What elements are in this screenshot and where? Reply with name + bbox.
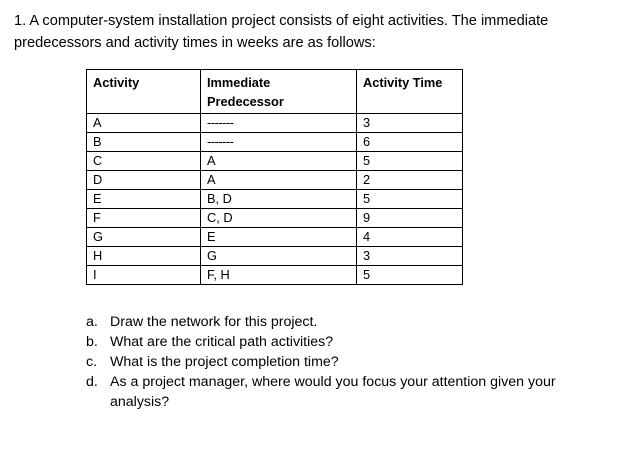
cell-time: 5 [357, 190, 463, 209]
activity-table [86, 69, 463, 285]
cell-activity: E [87, 190, 201, 209]
question-text: What are the critical path activities? [110, 334, 334, 350]
intro-line-1: 1. A computer-system installation project consists of eight activities. The immediate [14, 13, 549, 29]
question-item [86, 352, 606, 372]
question-text: Draw the network for this project. [110, 314, 318, 330]
cell-time: 3 [357, 114, 463, 133]
table-row [87, 152, 463, 171]
header-immediate-predecessor [201, 70, 357, 114]
question-letter: b. [86, 334, 98, 350]
cell-predecessor: ------- [201, 133, 357, 152]
table-row [87, 266, 463, 285]
intro-line-2: predecessors and activity times in weeks are as follows: [14, 35, 376, 51]
cell-time: 9 [357, 209, 463, 228]
cell-activity: B [87, 133, 201, 152]
cell-predecessor: E [201, 228, 357, 247]
cell-time: 5 [357, 152, 463, 171]
cell-activity: G [87, 228, 201, 247]
table-row [87, 209, 463, 228]
table-header-row [87, 70, 463, 114]
question-letter: a. [86, 314, 98, 330]
cell-time: 3 [357, 247, 463, 266]
question-text: What is the project completion time? [110, 354, 339, 370]
header-predecessor-line-1: Immediate [207, 75, 271, 90]
question-item [86, 372, 606, 412]
cell-activity: F [87, 209, 201, 228]
cell-predecessor: G [201, 247, 357, 266]
table-row [87, 247, 463, 266]
question-item [86, 332, 606, 352]
header-predecessor-line-2: Predecessor [207, 94, 284, 109]
cell-predecessor: B, D [201, 190, 357, 209]
table-row [87, 171, 463, 190]
cell-time: 2 [357, 171, 463, 190]
table-row [87, 114, 463, 133]
question-letter: c. [86, 354, 98, 370]
table-row [87, 190, 463, 209]
table-row [87, 228, 463, 247]
cell-predecessor: ------- [201, 114, 357, 133]
problem-intro [14, 10, 614, 54]
cell-predecessor: F, H [201, 266, 357, 285]
header-activity: Activity [87, 70, 201, 114]
cell-activity: A [87, 114, 201, 133]
cell-time: 4 [357, 228, 463, 247]
cell-predecessor: A [201, 152, 357, 171]
cell-time: 6 [357, 133, 463, 152]
cell-time: 5 [357, 266, 463, 285]
question-letter: d. [86, 374, 98, 390]
cell-predecessor: C, D [201, 209, 357, 228]
question-list [86, 312, 606, 412]
cell-activity: D [87, 171, 201, 190]
cell-activity: I [87, 266, 201, 285]
table-row [87, 133, 463, 152]
cell-predecessor: A [201, 171, 357, 190]
question-item [86, 312, 606, 332]
header-activity-time: Activity Time [357, 70, 463, 114]
question-text: As a project manager, where would you focus your attention given your analysis? [110, 374, 556, 410]
cell-activity: C [87, 152, 201, 171]
cell-activity: H [87, 247, 201, 266]
